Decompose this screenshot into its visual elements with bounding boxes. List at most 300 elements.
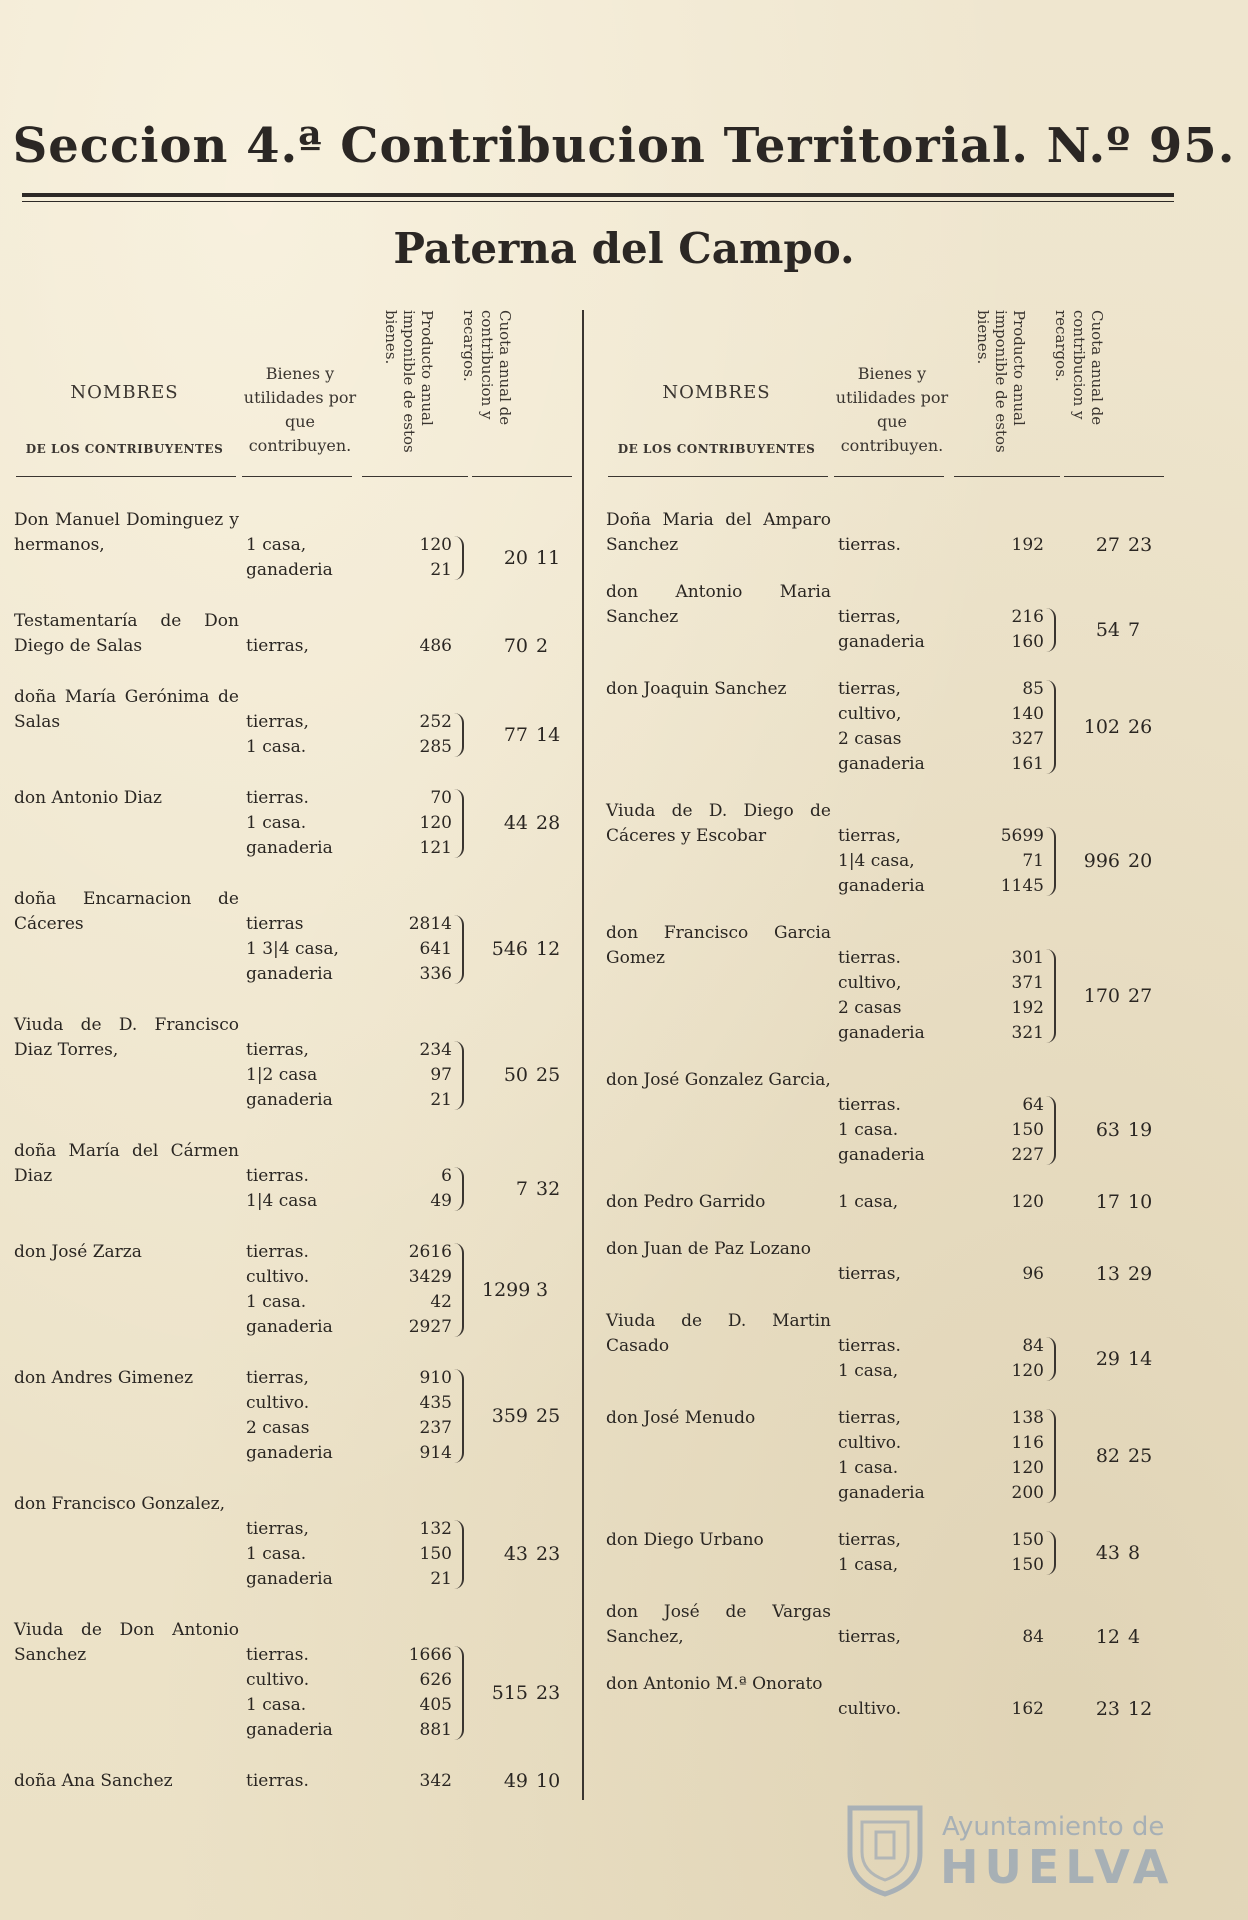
property-type: tierras, xyxy=(838,1627,901,1647)
quota-reales: 82 xyxy=(1095,1444,1120,1467)
property-type: tierras. xyxy=(246,1771,309,1791)
property-item xyxy=(838,971,1064,996)
property-item xyxy=(838,1143,1064,1168)
property-item xyxy=(246,710,472,735)
property-type: tierras. xyxy=(838,948,901,968)
grouping-brace xyxy=(454,915,464,984)
property-item xyxy=(838,1456,1064,1481)
annual-product-value: 150 xyxy=(1011,1530,1044,1550)
annual-product-value: 234 xyxy=(419,1040,452,1060)
property-item xyxy=(246,1189,472,1214)
grouping-brace xyxy=(1046,1531,1056,1575)
property-item xyxy=(838,605,1064,630)
property-item xyxy=(838,1697,1064,1722)
quota-reales: 17 xyxy=(1095,1191,1120,1213)
quota-maravedis: 26 xyxy=(1128,715,1153,738)
quota-reales: 102 xyxy=(1083,715,1120,738)
property-item xyxy=(838,1262,1064,1287)
quota-maravedis: 23 xyxy=(536,1543,561,1565)
header-rule-thick xyxy=(22,193,1174,197)
annual-product-value: 1145 xyxy=(1000,876,1044,896)
property-item xyxy=(838,1359,1064,1384)
quota-reales: 49 xyxy=(503,1770,528,1792)
property-item xyxy=(838,1093,1064,1118)
property-type: tierras, xyxy=(838,679,901,699)
property-type: ganaderia xyxy=(838,1483,925,1503)
quota-maravedis: 8 xyxy=(1128,1541,1141,1564)
property-item xyxy=(246,1517,472,1542)
taxpayer-entry xyxy=(604,1237,1184,1287)
annual-product-value: 336 xyxy=(419,964,452,984)
quota-reales: 54 xyxy=(1095,618,1120,641)
header-underline xyxy=(242,476,352,477)
property-type: tierras, xyxy=(246,1519,309,1539)
property-item xyxy=(838,752,1064,777)
property-type: 1 casa. xyxy=(246,1544,307,1564)
property-item xyxy=(246,1391,472,1416)
property-type: tierras, xyxy=(838,826,901,846)
quota-maravedis: 20 xyxy=(1128,850,1153,872)
grouping-brace xyxy=(454,1369,464,1463)
annual-product-value: 150 xyxy=(1011,1120,1044,1140)
quota-maravedis: 12 xyxy=(1128,1698,1153,1720)
watermark-line2: HUELVA xyxy=(940,1840,1175,1894)
column-header xyxy=(604,300,1184,480)
taxpayer-entry xyxy=(604,1309,1184,1384)
taxpayer-entry xyxy=(12,887,592,987)
annual-product-value: 435 xyxy=(419,1393,452,1413)
taxpayer-name: don Joaquin Sanchez xyxy=(606,679,787,699)
quota-maravedis: 23 xyxy=(536,1681,561,1704)
property-type: tierras. xyxy=(246,788,309,808)
property-type: 1 casa. xyxy=(838,1458,899,1478)
property-type: tierras. xyxy=(246,1242,309,1262)
property-item xyxy=(246,937,472,962)
property-list xyxy=(246,1643,472,1743)
property-type: 1 casa. xyxy=(246,813,307,833)
property-type: ganaderia xyxy=(838,1023,925,1043)
property-list xyxy=(246,710,472,760)
header-underline xyxy=(834,476,944,477)
property-type: cultivo, xyxy=(838,973,902,993)
property-list xyxy=(838,946,1064,1046)
annual-product-value: 64 xyxy=(1022,1095,1044,1115)
quota-reales: 20 xyxy=(503,546,528,569)
annual-product-value: 96 xyxy=(1022,1264,1044,1284)
property-item xyxy=(246,1063,472,1088)
quota-reales: 27 xyxy=(1095,534,1120,556)
property-item xyxy=(246,735,472,760)
property-type: cultivo, xyxy=(838,704,902,724)
property-item xyxy=(246,1416,472,1441)
left-column xyxy=(12,300,592,1820)
annual-product-value: 910 xyxy=(419,1368,452,1388)
quota-maravedis: 14 xyxy=(1128,1347,1153,1370)
property-item xyxy=(838,727,1064,752)
section-title: Seccion 4.ª Contribucion Territorial. N.º 95. xyxy=(12,118,1236,174)
property-item xyxy=(246,1088,472,1113)
taxpayer-name: doña Ana Sanchez xyxy=(14,1771,173,1791)
property-list xyxy=(838,824,1064,899)
annual-product-value: 85 xyxy=(1022,679,1044,699)
property-type: cultivo. xyxy=(246,1670,310,1690)
grouping-brace xyxy=(1046,1096,1056,1165)
annual-product-value: 200 xyxy=(1011,1483,1044,1503)
property-item xyxy=(838,946,1064,971)
property-item xyxy=(838,1190,1064,1215)
property-item xyxy=(246,1693,472,1718)
quota-maravedis: 32 xyxy=(536,1177,561,1200)
right-column xyxy=(604,300,1184,1820)
property-type: cultivo. xyxy=(838,1699,902,1719)
property-type: tierras, xyxy=(246,1040,309,1060)
property-list xyxy=(246,1517,472,1592)
taxpayer-entry xyxy=(604,799,1184,899)
property-item xyxy=(838,1118,1064,1143)
property-list xyxy=(838,1093,1064,1168)
property-type: ganaderia xyxy=(838,876,925,896)
property-type: tierras, xyxy=(838,1408,901,1428)
taxpayer-entry xyxy=(12,1769,592,1794)
property-type: 1 casa, xyxy=(838,1555,899,1575)
taxpayer-name: don Francisco Garcia Gomez xyxy=(606,923,831,968)
property-type: 1 casa, xyxy=(838,1192,899,1212)
property-type: ganaderia xyxy=(246,1443,333,1463)
taxpayer-name: don Andres Gimenez xyxy=(14,1368,194,1388)
quota-maravedis: 10 xyxy=(1128,1191,1153,1213)
property-type: 1 casa. xyxy=(246,1292,307,1312)
property-type: 1 casa, xyxy=(838,1361,899,1381)
property-list xyxy=(838,1697,1064,1722)
property-item xyxy=(246,1290,472,1315)
property-type: ganaderia xyxy=(246,560,333,580)
taxpayer-entry xyxy=(12,508,592,583)
quota-reales: 43 xyxy=(503,1543,528,1565)
taxpayer-name: don Antonio Maria Sanchez xyxy=(606,582,831,627)
property-list xyxy=(838,533,1064,558)
quota-reales: 50 xyxy=(503,1064,528,1086)
taxpayer-name: don José de Vargas Sanchez, xyxy=(606,1602,831,1647)
taxpayer-entry xyxy=(12,1139,592,1214)
property-type: tierras, xyxy=(838,607,901,627)
quota-reales: 29 xyxy=(1095,1347,1120,1370)
property-type: tierras, xyxy=(246,636,309,656)
annual-product-value: 227 xyxy=(1011,1145,1044,1165)
taxpayer-name: Viuda de Don Antonio Sanchez xyxy=(14,1620,239,1665)
grouping-brace xyxy=(454,789,464,858)
taxpayer-entry xyxy=(604,508,1184,558)
header-nombres: NOMBRES xyxy=(70,382,179,403)
property-type: tierras. xyxy=(246,1645,309,1665)
property-item xyxy=(838,1481,1064,1506)
property-type: 1 casa. xyxy=(246,737,307,757)
grouping-brace xyxy=(454,1041,464,1110)
property-item xyxy=(246,533,472,558)
quota-reales: 44 xyxy=(503,812,528,834)
grouping-brace xyxy=(454,536,464,580)
annual-product-value: 21 xyxy=(430,1090,452,1110)
property-type: cultivo. xyxy=(246,1393,310,1413)
property-item xyxy=(838,1553,1064,1578)
annual-product-value: 237 xyxy=(419,1418,452,1438)
header-contribuyentes: DE LOS CONTRIBUYENTES xyxy=(25,442,224,456)
grouping-brace xyxy=(454,1646,464,1740)
property-list xyxy=(246,912,472,987)
grouping-brace xyxy=(1046,680,1056,774)
property-type: tierras. xyxy=(246,1166,309,1186)
property-item xyxy=(246,811,472,836)
annual-product-value: 5699 xyxy=(1000,826,1044,846)
property-list xyxy=(246,533,472,583)
property-type: ganaderia xyxy=(246,964,333,984)
property-item xyxy=(838,1406,1064,1431)
annual-product-value: 321 xyxy=(1011,1023,1044,1043)
annual-product-value: 405 xyxy=(419,1695,452,1715)
quota-reales: 12 xyxy=(1095,1626,1120,1648)
taxpayer-name: doña Encarnacion de Cáceres xyxy=(14,889,239,934)
property-list xyxy=(838,1528,1064,1578)
property-list xyxy=(246,1366,472,1466)
annual-product-value: 120 xyxy=(1011,1361,1044,1381)
property-item xyxy=(246,786,472,811)
header-bienes: Bienes y utilidades por que contribuyen. xyxy=(243,364,357,455)
property-item xyxy=(838,874,1064,899)
annual-product-value: 252 xyxy=(419,712,452,732)
quota-maravedis: 25 xyxy=(1128,1444,1153,1467)
annual-product-value: 486 xyxy=(419,636,452,656)
quota-maravedis: 2 xyxy=(536,635,549,657)
annual-product-value: 2616 xyxy=(408,1242,452,1262)
taxpayer-entry xyxy=(12,1618,592,1743)
grouping-brace xyxy=(1046,1337,1056,1381)
property-item xyxy=(838,1528,1064,1553)
header-underline xyxy=(16,476,236,477)
property-list xyxy=(246,634,472,659)
quota-reales: 43 xyxy=(1095,1541,1120,1564)
taxpayer-name: don Antonio Diaz xyxy=(14,788,162,808)
annual-product-value: 21 xyxy=(430,560,452,580)
annual-product-value: 49 xyxy=(430,1191,452,1211)
taxpayer-name: don Francisco Gonzalez, xyxy=(14,1494,226,1514)
grouping-brace xyxy=(1046,949,1056,1043)
annual-product-value: 301 xyxy=(1011,948,1044,968)
property-type: tierras xyxy=(246,914,304,934)
annual-product-value: 84 xyxy=(1022,1627,1044,1647)
annual-product-value: 120 xyxy=(1011,1458,1044,1478)
annual-product-value: 84 xyxy=(1022,1336,1044,1356)
property-type: tierras. xyxy=(838,535,901,555)
taxpayer-entry xyxy=(12,685,592,760)
archive-watermark xyxy=(842,1798,1222,1898)
annual-product-value: 1666 xyxy=(408,1645,452,1665)
property-item xyxy=(246,1164,472,1189)
taxpayer-name: Testamentaría de Don Diego de Salas xyxy=(14,611,239,656)
taxpayer-entry xyxy=(12,1240,592,1340)
annual-product-value: 2927 xyxy=(408,1317,452,1337)
property-type: tierras, xyxy=(246,1368,309,1388)
property-item xyxy=(246,1366,472,1391)
quota-maravedis: 10 xyxy=(536,1770,561,1792)
property-type: ganaderia xyxy=(246,1720,333,1740)
quota-reales: 170 xyxy=(1083,984,1120,1007)
taxpayer-name: don José Gonzalez Garcia, xyxy=(606,1070,831,1090)
property-type: ganaderia xyxy=(246,838,333,858)
property-type: 1 3|4 casa, xyxy=(246,939,339,959)
header-producto: Producto anual imponible de estos bienes. xyxy=(974,310,1028,453)
annual-product-value: 216 xyxy=(1011,607,1044,627)
property-type: ganaderia xyxy=(838,632,925,652)
annual-product-value: 626 xyxy=(419,1670,452,1690)
taxpayer-entry xyxy=(604,1068,1184,1168)
annual-product-value: 6 xyxy=(441,1166,452,1186)
property-item xyxy=(246,962,472,987)
taxpayer-entry xyxy=(604,921,1184,1046)
property-item xyxy=(838,824,1064,849)
quota-maravedis: 27 xyxy=(1128,984,1153,1007)
grouping-brace xyxy=(454,1167,464,1211)
grouping-brace xyxy=(454,713,464,757)
property-item xyxy=(246,1441,472,1466)
quota-maravedis: 14 xyxy=(536,723,561,746)
taxpayer-name: don José Menudo xyxy=(606,1408,756,1428)
quota-maravedis: 12 xyxy=(536,938,561,960)
property-item xyxy=(838,702,1064,727)
property-item xyxy=(838,630,1064,655)
property-type: tierras, xyxy=(838,1530,901,1550)
taxpayer-entry xyxy=(12,609,592,659)
taxpayer-entry xyxy=(604,580,1184,655)
taxpayer-entry xyxy=(12,1366,592,1466)
quota-maravedis: 25 xyxy=(536,1404,561,1427)
annual-product-value: 150 xyxy=(419,1544,452,1564)
property-type: tierras. xyxy=(838,1336,901,1356)
property-list xyxy=(246,1769,472,1794)
property-item xyxy=(838,849,1064,874)
property-list xyxy=(838,605,1064,655)
quota-maravedis: 3 xyxy=(536,1278,549,1301)
property-item xyxy=(246,912,472,937)
annual-product-value: 914 xyxy=(419,1443,452,1463)
property-type: cultivo. xyxy=(838,1433,902,1453)
annual-product-value: 192 xyxy=(1011,535,1044,555)
grouping-brace xyxy=(454,1243,464,1337)
quota-reales: 70 xyxy=(503,635,528,657)
property-item xyxy=(838,677,1064,702)
annual-product-value: 120 xyxy=(1011,1192,1044,1212)
property-list xyxy=(838,677,1064,777)
quota-reales: 359 xyxy=(491,1404,528,1427)
taxpayer-name: don Pedro Garrido xyxy=(606,1192,766,1212)
quota-reales: 63 xyxy=(1095,1119,1120,1141)
header-underline xyxy=(362,476,468,477)
annual-product-value: 21 xyxy=(430,1569,452,1589)
quota-reales: 515 xyxy=(491,1681,528,1704)
annual-product-value: 327 xyxy=(1011,729,1044,749)
taxpayer-entry xyxy=(604,1528,1184,1578)
property-item xyxy=(246,1718,472,1743)
quota-maravedis: 25 xyxy=(536,1064,561,1086)
annual-product-value: 42 xyxy=(430,1292,452,1312)
header-cuota: Cuota anual de contribucion y recargos. xyxy=(1052,310,1106,426)
grouping-brace xyxy=(1046,608,1056,652)
annual-product-value: 641 xyxy=(419,939,452,959)
taxpayer-name: Viuda de D. Francisco Diaz Torres, xyxy=(14,1015,239,1060)
property-type: 1|2 casa xyxy=(246,1065,318,1085)
property-item xyxy=(246,1668,472,1693)
property-type: cultivo. xyxy=(246,1267,310,1287)
quota-reales: 77 xyxy=(503,723,528,746)
header-cuota: Cuota anual de contribucion y recargos. xyxy=(460,310,514,426)
quota-reales: 546 xyxy=(491,938,528,960)
property-type: ganaderia xyxy=(246,1569,333,1589)
grouping-brace xyxy=(1046,827,1056,896)
taxpayer-entry xyxy=(604,1406,1184,1506)
property-list xyxy=(838,1262,1064,1287)
annual-product-value: 138 xyxy=(1011,1408,1044,1428)
quota-maravedis: 23 xyxy=(1128,534,1153,556)
taxpayer-entry xyxy=(604,1600,1184,1650)
property-type: 1 casa. xyxy=(838,1120,899,1140)
taxpayer-entry xyxy=(604,1672,1184,1722)
taxpayer-name: Viuda de D. Diego de Cáceres y Escobar xyxy=(606,801,831,846)
annual-product-value: 162 xyxy=(1011,1699,1044,1719)
property-item xyxy=(246,1769,472,1794)
grouping-brace xyxy=(454,1520,464,1589)
quota-maravedis: 28 xyxy=(536,812,561,834)
property-type: tierras, xyxy=(838,1264,901,1284)
property-list xyxy=(838,1190,1064,1215)
header-nombres: NOMBRES xyxy=(662,382,771,403)
header-underline xyxy=(954,476,1060,477)
property-item xyxy=(838,1021,1064,1046)
column-header xyxy=(12,300,592,480)
property-list xyxy=(246,786,472,861)
property-type: 1 casa. xyxy=(246,1695,307,1715)
property-item xyxy=(838,533,1064,558)
annual-product-value: 140 xyxy=(1011,704,1044,724)
property-list xyxy=(838,1625,1064,1650)
property-list xyxy=(246,1164,472,1214)
header-underline xyxy=(608,476,828,477)
property-list xyxy=(246,1038,472,1113)
property-item xyxy=(246,1038,472,1063)
annual-product-value: 121 xyxy=(419,838,452,858)
taxpayer-name: don Juan de Paz Lozano xyxy=(606,1239,812,1259)
taxpayer-entry xyxy=(12,1492,592,1592)
property-type: tierras. xyxy=(838,1095,901,1115)
property-type: 1 casa, xyxy=(246,535,307,555)
property-list xyxy=(246,1240,472,1340)
property-item xyxy=(246,1265,472,1290)
annual-product-value: 116 xyxy=(1011,1433,1044,1453)
quota-maravedis: 7 xyxy=(1128,618,1141,641)
property-item xyxy=(246,1240,472,1265)
annual-product-value: 342 xyxy=(419,1771,452,1791)
property-item xyxy=(246,634,472,659)
header-underline xyxy=(472,476,572,477)
annual-product-value: 160 xyxy=(1011,632,1044,652)
annual-product-value: 192 xyxy=(1011,998,1044,1018)
annual-product-value: 70 xyxy=(430,788,452,808)
property-type: 1|4 casa, xyxy=(838,851,915,871)
property-item xyxy=(246,1567,472,1592)
property-item xyxy=(246,836,472,861)
taxpayer-name: doña María del Cármen Diaz xyxy=(14,1141,239,1186)
annual-product-value: 150 xyxy=(1011,1555,1044,1575)
annual-product-value: 132 xyxy=(419,1519,452,1539)
taxpayer-name: Doña Maria del Amparo Sanchez xyxy=(606,510,831,555)
property-item xyxy=(246,1643,472,1668)
